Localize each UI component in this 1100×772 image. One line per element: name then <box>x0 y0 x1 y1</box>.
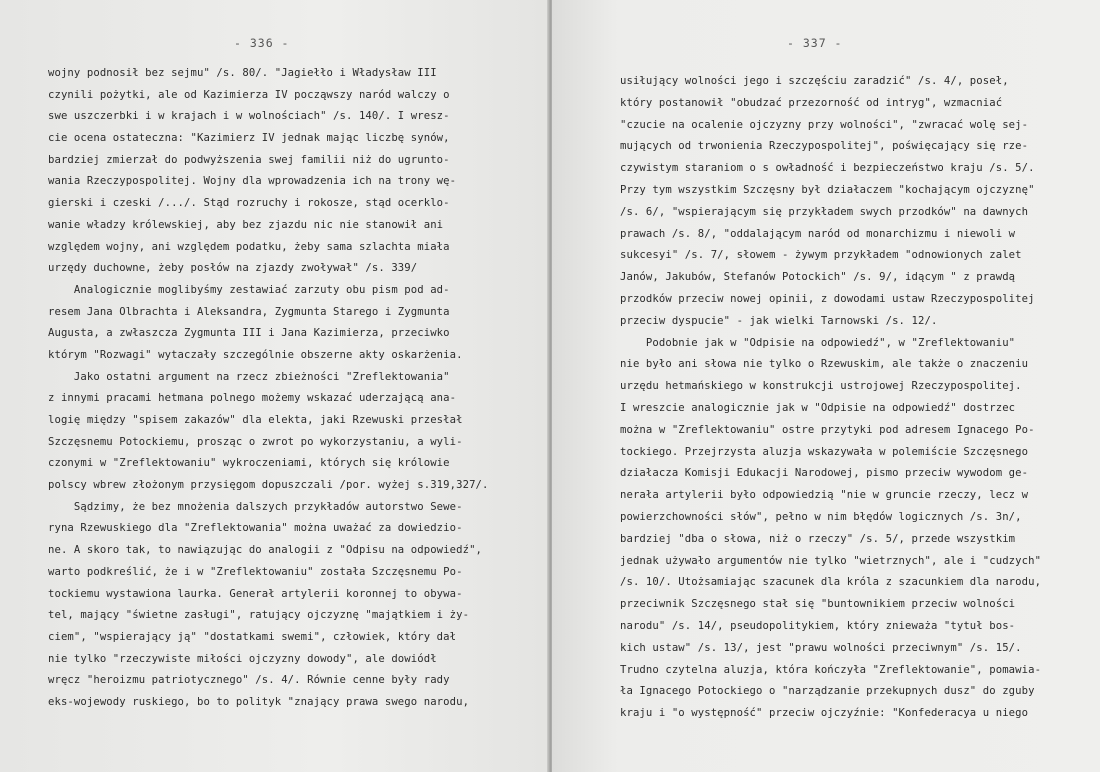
text-line: urzędu hetmańskiego w konstrukcji ustrojowej Rzeczypospolitej. <box>620 380 1022 393</box>
text-line: Analogicznie moglibyśmy zestawiać zarzuty obu pism pod ad- <box>48 283 450 296</box>
text-line: polscy wbrew złożonym przysięgom dopuszczali /por. wyżej s.319,327/. <box>48 479 489 492</box>
text-line: przodków przeciw nowej opinii, z dowodami ustaw Rzeczypospolitej <box>620 292 1035 305</box>
text-line: warto podkreślić, że i w "Zreflektowaniu" została Szczęsnemu Po- <box>48 565 463 578</box>
page-number: - 336 - <box>234 36 290 50</box>
page-number: - 337 - <box>787 36 843 50</box>
text-line: eks-wojewody ruskiego, bo to polityk "znający prawa swego narodu, <box>48 695 470 708</box>
text-line: /s. 6/, "wspierającym się przykładem swych przodków" na dawnych <box>620 205 1029 218</box>
text-line: ryna Rzewuskiego dla "Zreflektowania" można uważać za dowiedzio- <box>48 522 463 535</box>
text-line: Szczęsnemu Potockiemu, prosząc o zwrot po wykorzystaniu, a wyli- <box>48 435 463 448</box>
text-line: wania Rzeczypospolitej. Wojny dla wprowadzenia ich na trony wę- <box>48 175 457 188</box>
text-line: mujących od trwonienia Rzeczypospolitej", poświęcający się rze- <box>620 140 1029 153</box>
text-line: powierzchowności słów", pełno w nim błędów logicznych /s. 3n/, <box>620 510 1022 523</box>
text-line: "czucie na ocalenie ojczyzny przy wolności", "zwracać wolę sej- <box>620 118 1029 131</box>
text-line: tel, mający "świetne zasługi", ratujący ojczyznę "majątkiem i ży- <box>48 609 470 622</box>
text-line: narodu" /s. 14/, pseudopolitykiem, który znieważa "tytuł bos- <box>620 619 1016 632</box>
text-line: Jako ostatni argument na rzecz zbieżności "Zreflektowania" <box>48 370 450 383</box>
text-line: Trudno czytelna aluzja, która kończyła "Zreflektowanie", pomawia- <box>620 663 1042 676</box>
right-page <box>552 0 1100 772</box>
text-line: Przy tym wszystkim Szczęsny był działaczem "kochającym ojczyznę" <box>620 183 1035 196</box>
page-text <box>48 63 489 714</box>
text-line: nerała artylerii było odpowiedzią "nie w gruncie rzeczy, lecz w <box>620 489 1029 502</box>
text-line: logię między "spisem zakazów" dla elekta, jaki Rzewuski przesłał <box>48 414 463 426</box>
text-line: czywistym staraniom o s owładność i bezpieczeństwo kraju /s. 5/. <box>620 162 1035 175</box>
text-line: względem wojny, ani względem podatku, żeby sama szlachta miała <box>48 240 450 253</box>
text-line: Sądzimy, że bez mnożenia dalszych przykładów autorstwo Sewe- <box>48 500 463 513</box>
text-line: tockiemu wystawiona laurka. Generał artylerii koronnej to obywa- <box>48 587 463 600</box>
text-line: Podobnie jak w "Odpisie na odpowiedź", w "Zreflektowaniu" <box>620 336 1016 349</box>
text-line: sukcesyi" /s. 7/, słowem - żywym przykładem "odnowionych zalet <box>620 249 1022 262</box>
page-text <box>620 71 1041 725</box>
text-line: gierski i czeski /.../. Stąd rozruchy i rokosze, stąd ocerklo- <box>48 197 450 210</box>
text-line: ne. A skoro tak, to nawiązując do analogii z "Odpisu na odpowiedź", <box>48 544 483 557</box>
text-line: urzędy duchowne, żeby posłów na zjazdy zwoływał" /s. 339/ <box>48 262 418 275</box>
text-line: cie ocena ostateczna: "Kazimierz IV jednak mając liczbę synów, <box>48 132 450 145</box>
text-line: którym "Rozwagi" wytaczały szczególnie obszerne akty oskarżenia. <box>48 348 463 361</box>
text-line: można w "Zreflektowaniu" ostre przytyki pod adresem Ignacego Po- <box>620 423 1035 436</box>
text-line: ła Ignacego Potockiego o "narządzanie przekupnych dusz" do zguby <box>620 685 1035 698</box>
text-line: prawach /s. 8/, "oddalającym naród od monarchizmu i niewoli w <box>620 227 1016 240</box>
text-line: przeciwnik Szczęsnego stał się "buntownikiem przeciw wolności <box>620 598 1016 611</box>
text-line: czonymi w "Zreflektowaniu" wykroczeniami, których się królowie <box>48 457 450 470</box>
text-line: swe uszczerbki i w krajach i w wolnościach" /s. 140/. I wresz- <box>48 110 450 123</box>
text-line: nie tylko "rzeczywiste miłości ojczyzny dowody", ale dowiódł <box>48 652 437 665</box>
text-line: działacza Komisji Edukacji Narodowej, pismo przeciw wywodom ge- <box>620 467 1029 480</box>
text-line: który postanowił "obudzać przezorność od intryg", wzmacniać <box>620 96 1003 109</box>
text-line: kich ustaw" /s. 13/, jest "prawu wolności przeciwnym" /s. 15/. <box>620 641 1022 654</box>
text-line: nie było ani słowa nie tylko o Rzewuskim, ale także o znaczeniu <box>620 358 1029 371</box>
text-line: I wreszcie analogicznie jak w "Odpisie na odpowiedź" dostrzec <box>620 401 1016 414</box>
text-line: Janów, Jakubów, Stefanów Potockich" /s. 9/, idącym " z prawdą <box>620 271 1016 284</box>
text-line: przeciw dyspucie" - jak wielki Tarnowski /s. 12/. <box>620 314 938 327</box>
text-line: kraju i "o występność" przeciw ojczyźnie: "Konfederacya u niego <box>620 707 1029 720</box>
text-line: z innymi pracami hetmana polnego możemy wskazać uderzającą ana- <box>48 392 457 405</box>
text-line: usiłujący wolności jego i szczęściu zaradzić" /s. 4/, poseł, <box>620 75 1009 87</box>
left-page <box>0 0 549 772</box>
text-line: czynili pożytki, ale od Kazimierza IV począwszy naród walczy o <box>48 88 450 101</box>
text-line: ciem", "wspierający ją" "dostatkami swemi", człowiek, który dał <box>48 630 457 643</box>
text-line: jednak używało argumentów nie tylko "wietrznych", ale i "cudzych" <box>620 554 1042 567</box>
text-line: Augusta, a zwłaszcza Zygmunta III i Jana Kazimierza, przeciwko <box>48 327 450 340</box>
text-line: /s. 10/. Utożsamiając szacunek dla króla z szacunkiem dla narodu, <box>620 576 1042 589</box>
text-line: wręcz "heroizmu patriotycznego" /s. 4/. Równie cenne były rady <box>48 674 450 687</box>
text-line: wojny podnosił bez sejmu" /s. 80/. "Jagiełło i Władysław III <box>48 67 437 79</box>
text-line: resem Jana Olbrachta i Aleksandra, Zygmunta Starego i Zygmunta <box>48 305 450 318</box>
text-line: bardziej "dba o słowa, niż o rzeczy" /s. 5/, przede wszystkim <box>620 532 1016 545</box>
text-line: tockiego. Przejrzysta aluzja wskazywała w polemiście Szczęsnego <box>620 445 1029 458</box>
text-line: bardziej zmierzał do podwyższenia swej familii niż do ugrunto- <box>48 153 450 166</box>
text-line: wanie władzy królewskiej, aby bez zjazdu nic nie stanowił ani <box>48 218 444 231</box>
